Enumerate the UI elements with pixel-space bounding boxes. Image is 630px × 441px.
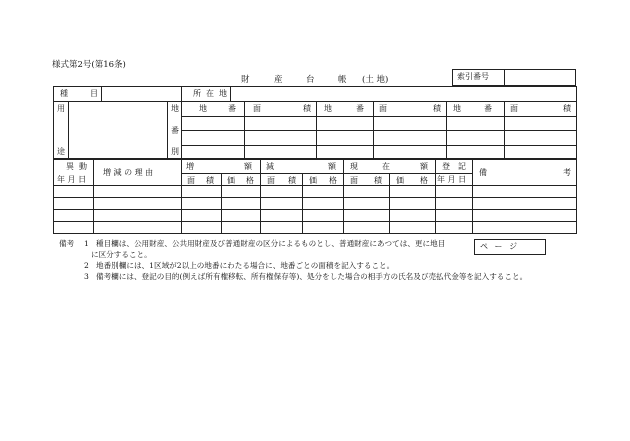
upper-table bbox=[53, 86, 577, 159]
area-h2a: 面 bbox=[379, 104, 387, 113]
lot-label-3: 別 bbox=[171, 147, 179, 156]
lot-number-h3b: 番 bbox=[484, 104, 492, 113]
change-col-dec bbox=[343, 159, 344, 234]
kind-label-2: 目 bbox=[90, 89, 98, 98]
change-col-date bbox=[93, 159, 94, 234]
change-col-cur bbox=[435, 159, 436, 234]
remarks-label-1: 備 bbox=[479, 168, 487, 177]
change-row-3 bbox=[53, 221, 577, 222]
increase-label-1: 増 bbox=[186, 162, 194, 171]
change-col-inc bbox=[260, 159, 261, 234]
kind-label-1: 種 bbox=[60, 89, 68, 98]
change-col-reason bbox=[181, 159, 182, 234]
area-h2b: 積 bbox=[433, 104, 441, 113]
date-top-2: 動 bbox=[79, 162, 87, 171]
area-h1b: 積 bbox=[303, 104, 311, 113]
area-h3b: 積 bbox=[563, 104, 571, 113]
dec-area-b: 積 bbox=[288, 176, 296, 185]
cur-area-a: 面 bbox=[350, 176, 358, 185]
decrease-label-1: 減 bbox=[266, 162, 274, 171]
lot-number-h3a: 地 bbox=[453, 104, 461, 113]
lot-row-2 bbox=[181, 130, 577, 131]
change-col-dec-area bbox=[302, 173, 303, 234]
decrease-label-2: 額 bbox=[328, 162, 336, 171]
location-label-3: 地 bbox=[219, 89, 227, 98]
lot-col-4 bbox=[446, 101, 447, 159]
reg-top-1: 登 bbox=[442, 162, 450, 171]
lot-label-2: 番 bbox=[171, 126, 179, 135]
lot-label-1: 地 bbox=[171, 104, 179, 113]
lot-row-1 bbox=[181, 116, 577, 117]
form-number-label: 様式第2号(第16条) bbox=[52, 60, 126, 70]
lot-col-2 bbox=[316, 101, 317, 159]
use-right-divider bbox=[167, 101, 168, 159]
note-1-line2: に区分すること。 bbox=[91, 250, 152, 259]
use-label-top: 用 bbox=[57, 104, 65, 113]
reg-top-2: 記 bbox=[458, 162, 466, 171]
current-label-2: 在 bbox=[382, 162, 390, 171]
title-char-3: 台 bbox=[306, 75, 315, 85]
lot-col-3 bbox=[373, 101, 374, 159]
date-bottom: 年 月 日 bbox=[57, 175, 87, 184]
reason-label: 増 減 の 理 由 bbox=[103, 168, 154, 177]
lot-number-h1b: 番 bbox=[228, 104, 236, 113]
note-3-number: 3 bbox=[84, 272, 89, 281]
change-row-1 bbox=[53, 197, 577, 198]
dec-price-b: 格 bbox=[329, 176, 337, 185]
current-label-1: 現 bbox=[350, 162, 358, 171]
note-2-number: 2 bbox=[84, 261, 89, 270]
title-subtitle: (土 地) bbox=[362, 75, 389, 85]
change-col-reg bbox=[472, 159, 473, 234]
lot-number-h2a: 地 bbox=[324, 104, 332, 113]
dec-price-a: 価 bbox=[309, 176, 317, 185]
note-1-number: 1 bbox=[84, 239, 89, 248]
inc-price-b: 格 bbox=[246, 176, 254, 185]
index-divider bbox=[504, 69, 505, 86]
reg-bottom: 年 月 日 bbox=[437, 175, 467, 184]
current-label-3: 額 bbox=[420, 162, 428, 171]
note-3-text: 備考欄には、登記の目的(例えば所有権移転、所有権保存等)、処分をした場合の相手方の氏名及び売払代金等を記入すること。 bbox=[96, 272, 528, 281]
note-1-line1: 種目欄は、公用財産、公共用財産及び普通財産の区分によるものとし、普通財産にあつては、更に地目 bbox=[96, 239, 446, 248]
title-char-1: 財 bbox=[241, 75, 250, 85]
area-h3a: 面 bbox=[510, 104, 518, 113]
lot-number-h2b: 番 bbox=[356, 104, 364, 113]
kind-divider bbox=[101, 86, 102, 101]
title-char-4: 帳 bbox=[338, 75, 347, 85]
title-char-2: 産 bbox=[274, 75, 283, 85]
change-row-2 bbox=[53, 209, 577, 210]
remarks-label-2: 考 bbox=[563, 168, 571, 177]
cur-area-b: 積 bbox=[374, 176, 382, 185]
index-number-label: 索引番号 bbox=[457, 72, 489, 81]
lot-col-5 bbox=[504, 101, 505, 159]
location-label-1: 所 bbox=[193, 89, 201, 98]
date-top-1: 異 bbox=[66, 162, 74, 171]
inc-area-a: 面 bbox=[187, 176, 195, 185]
inc-area-b: 積 bbox=[206, 176, 214, 185]
area-h1a: 面 bbox=[253, 104, 261, 113]
inc-price-a: 価 bbox=[227, 176, 235, 185]
upper-header-line bbox=[53, 101, 577, 102]
lot-row-3 bbox=[181, 145, 577, 146]
left-block-divider bbox=[181, 86, 182, 159]
change-col-inc-area bbox=[221, 173, 222, 234]
dec-area-a: 面 bbox=[267, 176, 275, 185]
location-divider bbox=[230, 86, 231, 101]
change-subheader-line bbox=[181, 173, 472, 174]
notes-lead: 備考 bbox=[59, 239, 75, 248]
page-label: ペ ー ジ bbox=[480, 242, 520, 251]
change-header-bottom bbox=[53, 185, 577, 186]
cur-price-a: 価 bbox=[396, 176, 404, 185]
use-label-bottom: 途 bbox=[57, 147, 65, 156]
location-label-2: 在 bbox=[206, 89, 214, 98]
change-col-cur-area bbox=[389, 173, 390, 234]
use-divider bbox=[68, 101, 69, 159]
note-2-text: 地番別欄には、1区域が2以上の地番にわたる場合に、地番ごとの面積を記入すること。 bbox=[96, 261, 395, 270]
increase-label-2: 額 bbox=[244, 162, 252, 171]
cur-price-b: 格 bbox=[420, 176, 428, 185]
lot-col-1 bbox=[244, 101, 245, 159]
lot-number-h1a: 地 bbox=[199, 104, 207, 113]
